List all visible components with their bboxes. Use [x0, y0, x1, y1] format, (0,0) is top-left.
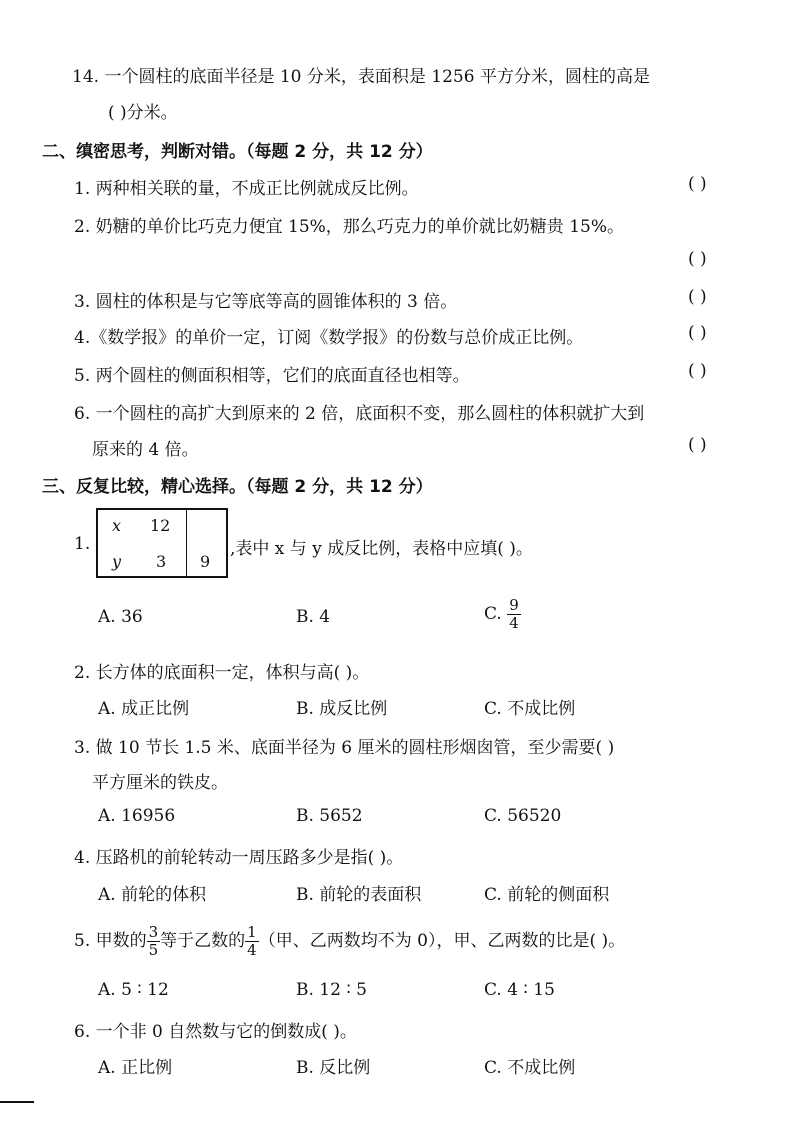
section2-title: 二、缜密思考，判断对错。（每题 2 分，共 12 分） — [42, 142, 433, 162]
table-y-value-2: 9 — [200, 552, 211, 571]
s3-q2-option-b[interactable]: B. 成反比例 — [296, 699, 388, 719]
table-x-value: 12 — [150, 516, 171, 535]
s2-answer-paren-4[interactable]: ( ) — [688, 323, 707, 343]
s3-q1-option-a[interactable]: A. 36 — [98, 607, 143, 627]
s3-q2-option-a[interactable]: A. 成正比例 — [98, 699, 190, 719]
s3-q1-text: ,表中 x 与 y 成反比例，表格中应填( )。 — [230, 539, 533, 559]
fraction-denominator: 5 — [148, 941, 159, 959]
s3-q5-part3: （甲、乙两数均不为 0），甲、乙两数的比是( )。 — [258, 931, 626, 951]
s3-q3-option-b[interactable]: B. 5652 — [296, 806, 363, 826]
s3-q3-option-a[interactable]: A. 16956 — [98, 806, 176, 826]
s3-q1-option-c-fraction — [507, 598, 521, 631]
fraction-denominator: 4 — [247, 941, 257, 959]
s3-q5-text — [74, 925, 625, 958]
s3-q6-option-a[interactable]: A. 正比例 — [98, 1058, 173, 1078]
table-divider — [186, 510, 187, 576]
s2-item-6: 6. 一个圆柱的高扩大到原来的 2 倍，底面积不变，那么圆柱的体积就扩大到 — [74, 404, 645, 424]
s2-item-6-cont: 原来的 4 倍。 — [92, 440, 199, 460]
s2-answer-paren-1[interactable]: ( ) — [688, 174, 707, 194]
s3-q5-option-c[interactable]: C. 4 ∶ 15 — [484, 980, 555, 1000]
s3-q2-option-c[interactable]: C. 不成比例 — [484, 699, 576, 719]
s2-answer-paren-3[interactable]: ( ) — [688, 287, 707, 307]
fraction-denominator: 4 — [509, 614, 519, 632]
s2-item-2: 2. 奶糖的单价比巧克力便宜 15%，那么巧克力的单价就比奶糖贵 15%。 — [74, 217, 625, 237]
s3-q5-part1: 5. 甲数的 — [74, 931, 147, 951]
table-y-label: y — [112, 552, 122, 571]
page-footer-rule — [0, 1101, 34, 1103]
s2-item-3: 3. 圆柱的体积是与它等底等高的圆锥体积的 3 倍。 — [74, 292, 458, 312]
fraction-one-fourth — [245, 925, 259, 958]
s3-q4-option-a[interactable]: A. 前轮的体积 — [98, 885, 207, 905]
s2-answer-paren-6[interactable]: ( ) — [688, 435, 707, 455]
fraction-three-fifths — [147, 925, 161, 958]
q14-line2: ( )分米。 — [108, 103, 178, 123]
s3-q6-option-c[interactable]: C. 不成比例 — [484, 1058, 576, 1078]
s3-q4-option-c[interactable]: C. 前轮的侧面积 — [484, 885, 610, 905]
s3-q3-line2: 平方厘米的铁皮。 — [92, 773, 228, 793]
s3-q3-line1: 3. 做 10 节长 1.5 米、底面半径为 6 厘米的圆柱形烟囱管，至少需要( ) — [74, 738, 615, 758]
s3-q3-option-c[interactable]: C. 56520 — [484, 806, 562, 826]
s3-q1-option-b[interactable]: B. 4 — [296, 607, 331, 627]
s3-q6-option-b[interactable]: B. 反比例 — [296, 1058, 371, 1078]
fraction-numerator: 3 — [148, 923, 159, 941]
section3-title: 三、反复比较，精心选择。（每题 2 分，共 12 分） — [42, 477, 433, 497]
s3-q2-text: 2. 长方体的底面积一定，体积与高( )。 — [74, 663, 370, 683]
table-x-label: x — [112, 516, 122, 535]
s2-answer-paren-5[interactable]: ( ) — [688, 361, 707, 381]
s3-q5-option-b[interactable]: B. 12 ∶ 5 — [296, 980, 367, 1000]
table-y-value-1: 3 — [156, 552, 167, 571]
fraction-numerator: 9 — [509, 596, 519, 614]
s2-answer-paren-2[interactable]: ( ) — [688, 249, 707, 269]
fraction-numerator: 1 — [247, 923, 257, 941]
xy-table — [96, 508, 228, 578]
s2-item-5: 5. 两个圆柱的侧面积相等，它们的底面直径也相等。 — [74, 366, 470, 386]
s3-q1-option-c-label: C. — [484, 604, 502, 624]
s2-item-4: 4.《数学报》的单价一定，订阅《数学报》的份数与总价成正比例。 — [74, 328, 584, 348]
s2-item-1: 1. 两种相关联的量，不成正比例就成反比例。 — [74, 179, 419, 199]
s3-q4-option-b[interactable]: B. 前轮的表面积 — [296, 885, 422, 905]
s3-q5-option-a[interactable]: A. 5 ∶ 12 — [98, 980, 169, 1000]
s3-q5-part2: 等于乙数的 — [160, 931, 246, 951]
s3-q6-text: 6. 一个非 0 自然数与它的倒数成( )。 — [74, 1022, 357, 1042]
s3-q1-option-c[interactable] — [484, 598, 521, 631]
q14-line1: 14. 一个圆柱的底面半径是 10 分米，表面积是 1256 平方分米，圆柱的高是 — [72, 67, 650, 87]
s3-q4-text: 4. 压路机的前轮转动一周压路多少是指( )。 — [74, 848, 404, 868]
s3-q1-number: 1. — [74, 534, 91, 554]
